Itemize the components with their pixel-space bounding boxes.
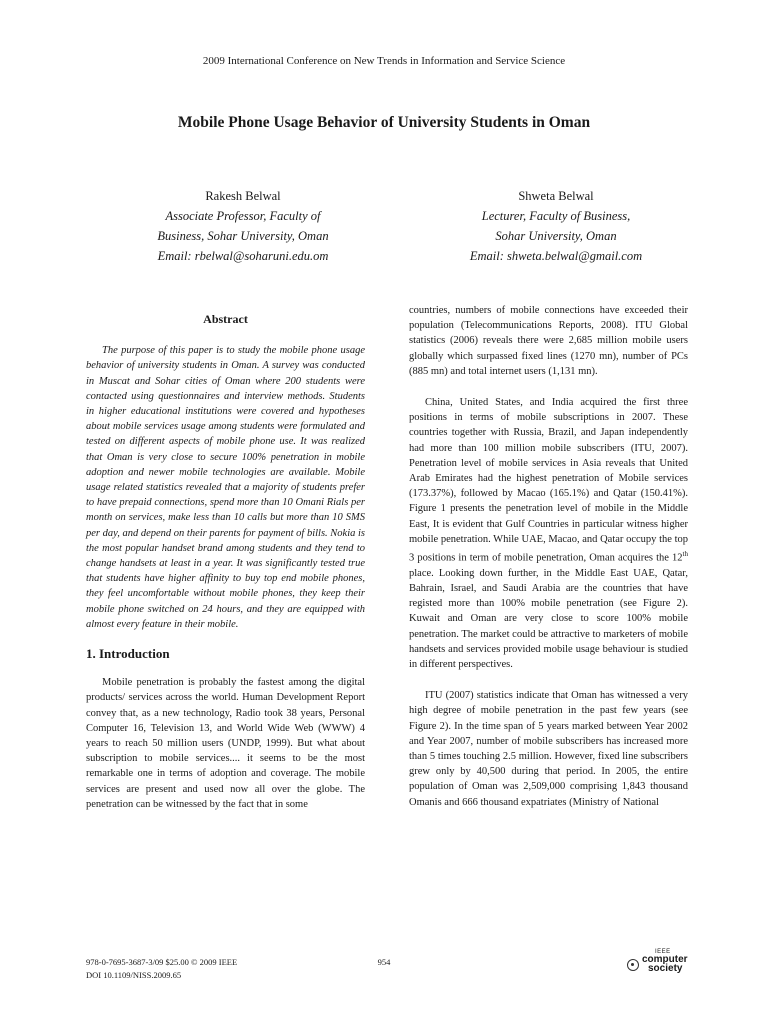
body-text: place. Looking down further, in the Middle East UAE, Qatar, Bahrain, Israel, and Saudi Arabia are the countries that have registed more than 100% mobile penetration (see Figure 2). Kuwait and Oman are very close to score 100% mobile penetration. The market could be attractive to marketers of mobile handsets and services provided mobile usage behaviour is studied in different perspectives. bbox=[409, 567, 688, 670]
computer-society-logo bbox=[627, 949, 697, 977]
author-affiliation: Business, Sohar University, Oman bbox=[157, 229, 329, 243]
logo-line: computer bbox=[642, 954, 688, 965]
paper-title: Mobile Phone Usage Behavior of University Students in Oman bbox=[177, 114, 591, 131]
author-affiliation: Associate Professor, Faculty of bbox=[165, 209, 321, 223]
body-paragraph bbox=[409, 395, 688, 672]
author-name: Shweta Belwal bbox=[518, 189, 594, 203]
left-column bbox=[86, 312, 365, 812]
body-paragraph: countries, numbers of mobile connections have exceeded their population (Telecommunications Reports, 2008). ITU Global statistics (2006) reveals there were 2,685 million mobile users globally which surpassed fixed lines (1270 mn), number of PCs (885 mn) and total internet users (1,131 mn). bbox=[409, 305, 688, 377]
author-email: Email: shweta.belwal@gmail.com bbox=[469, 249, 643, 263]
body-paragraph: ITU (2007) statistics indicate that Oman has witnessed a very high degree of mobile penetration in the past few years (see Figure 2). In the time span of 5 years marked between Year 2002 and Year 2007, number of mobile subscribers has increased more than 5 times touching 2.5 million. However, fixed line subscribers grew only by 40,500 during that period. In 2005, the entire population of Oman was 2,509,000 comprising 1,843 thousand Omanis and 666 thousand expatriates (Ministry of National bbox=[409, 690, 688, 808]
introduction-heading: 1. Introduction bbox=[86, 646, 170, 662]
conference-name: 2009 International Conference on New Trends in Information and Service Science bbox=[202, 55, 566, 67]
introduction-paragraph: Mobile penetration is probably the fastest among the digital products/ services across the world. Human Development Report convey that, as a new technology, Radio took 38 years, Personal Computer 16, Television 13, and World Wide Web (WWW) 4 years to reach 50 million users (UNDP, 1999). But what about subscription to mobile services.... it seems to be the most remarkable one in terms of adoption and coverage. The mobile services are present and used now all over the globe. The penetration can be witnessed by the fact that in some bbox=[86, 677, 365, 810]
logo-society-text bbox=[642, 955, 688, 973]
author-name: Rakesh Belwal bbox=[205, 189, 281, 203]
logo-ieee-text: IEEE bbox=[655, 949, 671, 955]
author-block-2 bbox=[426, 186, 686, 266]
computer-society-logo-icon bbox=[627, 959, 639, 971]
right-column bbox=[409, 303, 688, 810]
page-number: 954 bbox=[377, 957, 391, 967]
author-email: Email: rbelwal@soharuni.edu.om bbox=[157, 249, 329, 263]
author-affiliation: Lecturer, Faculty of Business, bbox=[481, 209, 631, 223]
author-block-1 bbox=[118, 186, 368, 266]
footer-doi: DOI 10.1109/NISS.2009.65 bbox=[86, 970, 182, 980]
footer-isbn: 978-0-7695-3687-3/09 $25.00 © 2009 IEEE bbox=[86, 957, 238, 967]
abstract-heading: Abstract bbox=[203, 312, 248, 326]
logo-line: society bbox=[648, 963, 683, 974]
abstract-text: The purpose of this paper is to study the mobile phone usage behavior of university students in Oman. A survey was conducted in Muscat and Sohar cities of Oman where 200 students were contacted using questionnaires and interview methods. Students in higher educational institutions were covered and hypotheses about mobile services usage among students were formulated and tested on different aspects of mobile phone use. It was realized that Oman is very close to secure 100% penetration in mobile adoption and newer mobile technologies are available. Mobile usage related statistics revealed that a majority of students prefer to have prepaid connections, spend more than 10 Omani Rials per month on services, make less than 10 calls but more than 10 SMS per day, and depend on their parents for payment of bills. Nokia is the most popular handset brand among students and they tend to change handsets at least in a year. It was significantly tested true that students have higher affinity to buy top end mobile phones, they feel uncomfortable without mobile phones, they keep their mobile phone switched on 24 hours, and they are equipped with almost every feature in their mobile. bbox=[86, 345, 366, 630]
body-text: China, United States, and India acquired the first three positions in terms of mobile subscriptions in 2007. These countries together with Russia, Brazil, and Japan independently had more than 100 million mobile subscribers (ITU, 2007). Penetration level of mobile services in Asia reveals that United Arab Emirates had the highest penetration of Mobile services (173.37%), followed by Macao (165.1%) and Qatar (150.41%). Figure 1 presents the penetration level of mobile in the Middle East, It is evident that Gulf Countries in particular witness higher mobile penetration. While UAE, Macao, and Qatar occupy the top 3 positions in term of mobile penetration, Oman acquires the 12 bbox=[409, 397, 688, 564]
superscript-ordinal: th bbox=[682, 550, 688, 559]
author-affiliation: Sohar University, Oman bbox=[495, 229, 617, 243]
